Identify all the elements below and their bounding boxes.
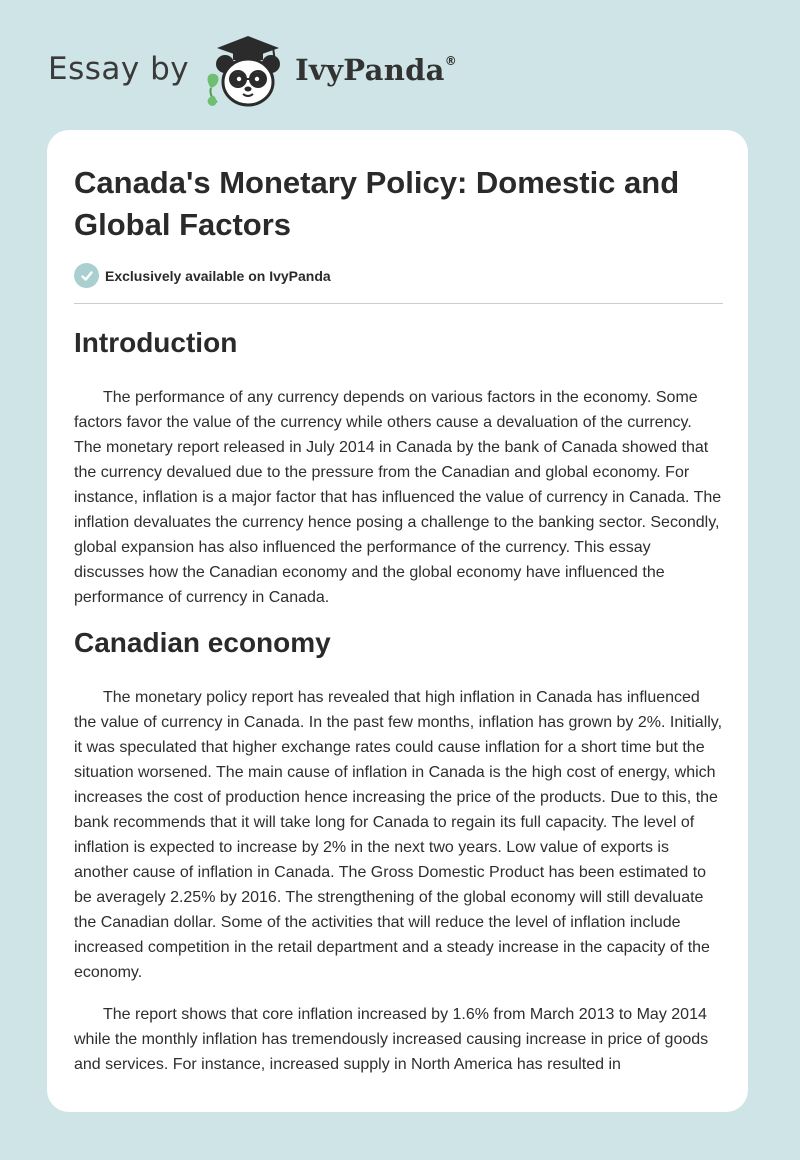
divider: [74, 303, 723, 304]
page-title: Canada's Monetary Policy: Domestic and Global Factors: [74, 165, 680, 242]
panda-graduate-icon: [203, 32, 293, 112]
section-heading-canadian-economy: Canadian economy: [74, 627, 331, 658]
essay-card: [47, 130, 748, 1112]
brand-prefix: Essay by: [48, 51, 190, 87]
section-heading-introduction: Introduction: [74, 327, 238, 358]
paragraph: The monetary policy report has revealed that high inflation in Canada has influenced the value of currency in Canada. In the past few months, inflation has grown by 2%. Initially, it was speculated that higher exchange rates could cause inflation for a short time but the situation worsened. The main cause of inflation in Canada is the high cost of energy, which increases the cost of production hence increasing the price of the products. Due to this, the bank recommends that it will take long for Canada to regain its full capacity. The level of inflation is expected to increase by 2% in the next two years. Low value of exports is another cause of inflation in Canada. The Gross Domestic Product has been estimated to be averagely 2.25% by 2016. The strengthening of the global economy will still devaluate the Canadian dollar. Some of the activities that will reduce the level of inflation include increased competition in the retail department and a steady increase in the capacity of the economy.: [74, 689, 723, 981]
check-icon: [74, 263, 99, 288]
essay-body: [74, 323, 723, 1077]
brand-header[interactable]: [48, 32, 457, 112]
badge-text: Exclusively available on IvyPanda: [105, 267, 331, 284]
paragraph: The performance of any currency depends on various factors in the economy. Some factors favor the value of the currency while others cause a devaluation of the currency. The monetary report released in July 2014 in Canada by the bank of Canada showed that the currency devalued due to the pressure from the Canadian and global economy. For instance, inflation is a major factor that has influenced the value of currency in Canada. The inflation devaluates the currency hence posing a challenge to the banking sector. Secondly, global expansion has also influenced the performance of the currency. This essay discusses how the Canadian economy and the global economy have influenced the performance of currency in Canada.: [74, 389, 722, 606]
paragraph: The report shows that core inflation increased by 1.6% from March 2013 to May 2014 while the monthly inflation has tremendously increased causing increase in price of goods and services. For instance, increased supply in North America has resulted in: [74, 1006, 709, 1073]
brand-name: IvyPanda®: [295, 53, 458, 87]
exclusive-badge: [74, 263, 331, 288]
